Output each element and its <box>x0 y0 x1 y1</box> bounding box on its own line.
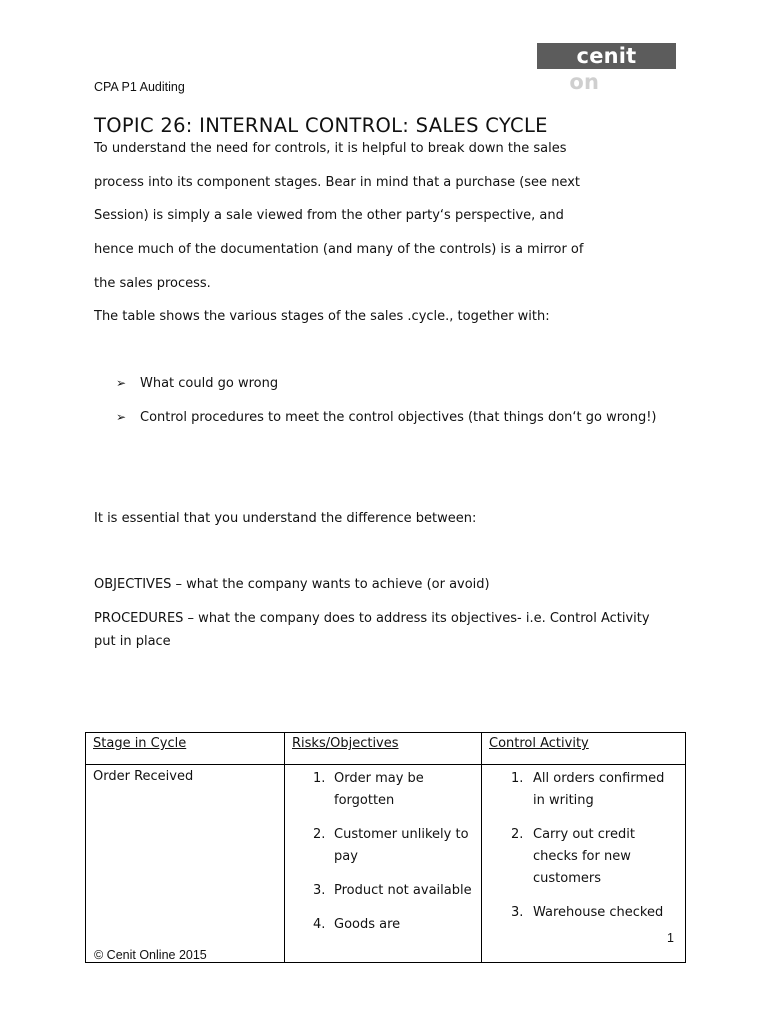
cenit-online-logo: cenit online <box>537 43 676 69</box>
list-item: 4. Goods are <box>313 917 401 932</box>
page-title: TOPIC 26: INTERNAL CONTROL: SALES CYCLE <box>94 114 548 137</box>
controls-cell <box>482 765 686 963</box>
header-cell: Risks/Objectives <box>285 733 482 765</box>
list-item: 2. Carry out credit checks for new customers <box>511 827 635 886</box>
header-cell: Stage in Cycle <box>86 733 285 765</box>
list-item: 3. Product not available <box>313 883 472 898</box>
arrow-bullet-icon: ➢ <box>116 410 127 424</box>
procedures-definition-1: PROCEDURES – what the company does to address its objectives- i.e. Control Activity <box>94 611 650 626</box>
table-header-row <box>86 733 686 765</box>
intro-line-3: Session) is simply a sale viewed from the other party‘s perspective, and <box>94 208 564 223</box>
essential-text: It is essential that you understand the difference between: <box>94 511 477 526</box>
intro-line-2: process into its component stages. Bear in mind that a purchase (see next <box>94 175 580 190</box>
table-intro-text: The table shows the various stages of the sales .cycle., together with: <box>94 309 550 324</box>
list-item: 1. All orders confirmed in writing <box>511 771 665 808</box>
procedures-definition-2: put in place <box>94 634 171 649</box>
list-item: 2. Customer unlikely to pay <box>313 827 469 864</box>
list-item: 3. Warehouse checked <box>511 905 664 920</box>
controls-list <box>482 765 685 924</box>
arrow-bullet-icon: ➢ <box>116 376 127 390</box>
bullet-item: ➢ Control procedures to meet the control objectives (that things don‘t go wrong!) <box>116 410 657 425</box>
sales-cycle-control-table <box>85 732 686 963</box>
intro-line-5: the sales process. <box>94 276 211 291</box>
intro-line-4: hence much of the documentation (and many of the controls) is a mirror of <box>94 242 584 257</box>
list-item: 1. Order may be forgotten <box>313 771 424 808</box>
stage-cell: Order Received <box>86 765 285 963</box>
header-cell: Control Activity <box>482 733 686 765</box>
intro-line-1: To understand the need for controls, it is helpful to break down the sales <box>94 141 567 156</box>
copyright-footer: © Cenit Online 2015 <box>94 948 207 962</box>
risks-list <box>285 765 481 936</box>
table-row <box>86 765 686 963</box>
page-number: 1 <box>667 931 674 945</box>
risks-cell <box>285 765 482 963</box>
objectives-definition: OBJECTIVES – what the company wants to achieve (or avoid) <box>94 577 490 592</box>
course-header: CPA P1 Auditing <box>94 80 185 94</box>
bullet-item: ➢ What could go wrong <box>116 376 279 391</box>
